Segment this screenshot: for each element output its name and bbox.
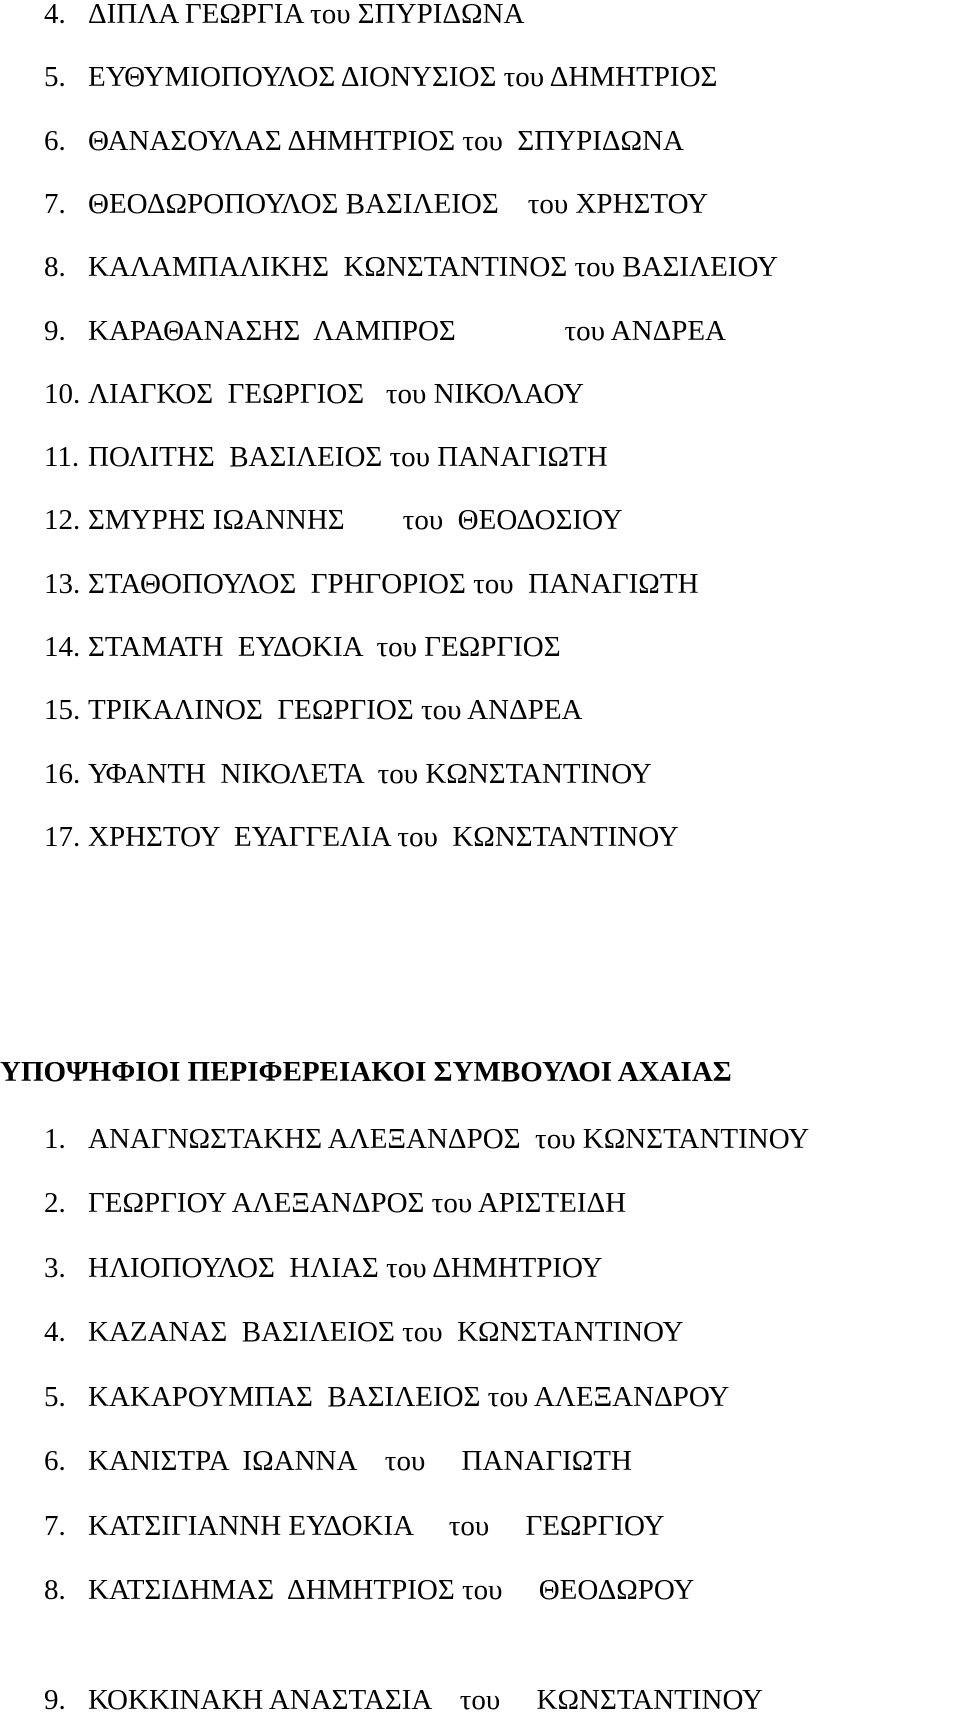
list-item-number: 3. xyxy=(44,1252,66,1284)
list-item-text: ΥΦΑΝΤΗ ΝΙΚΟΛΕΤΑ του ΚΩΝΣΤΑΝΤΙΝΟΥ xyxy=(88,758,652,790)
list-item xyxy=(44,1441,632,1481)
list-item xyxy=(44,247,778,287)
list-item xyxy=(44,1570,694,1610)
list-item-number: 1. xyxy=(44,1123,66,1155)
list-item-text: ΚΑΤΣΙΔΗΜΑΣ ΔΗΜΗΤΡΙΟΣ του ΘΕΟΔΩΡΟΥ xyxy=(88,1574,695,1606)
list-item-number: 11. xyxy=(44,441,80,473)
list-item-number: 7. xyxy=(44,1510,66,1542)
list-item-text: ΑΝΑΓΝΩΣΤΑΚΗΣ ΑΛΕΞΑΝΔΡΟΣ του ΚΩΝΣΤΑΝΤΙΝΟΥ xyxy=(88,1123,810,1155)
list-item-number: 9. xyxy=(44,315,66,347)
list-item-text: ΠΟΛΙΤΗΣ ΒΑΣΙΛΕΙΟΣ του ΠΑΝΑΓΙΩΤΗ xyxy=(88,441,608,473)
list-item-number: 8. xyxy=(44,251,66,283)
list-item-text: ΤΡΙΚΑΛΙΝΟΣ ΓΕΩΡΓΙΟΣ του ΑΝΔΡΕΑ xyxy=(88,694,583,726)
list-item xyxy=(44,0,524,34)
list-item-text: ΗΛΙΟΠΟΥΛΟΣ ΗΛΙΑΣ του ΔΗΜΗΤΡΙΟΥ xyxy=(88,1252,603,1284)
list-item xyxy=(44,1506,664,1546)
list-item xyxy=(44,1248,602,1288)
list-item-number: 7. xyxy=(44,188,66,220)
list-item-number: 5. xyxy=(44,61,66,93)
list-item-number: 6. xyxy=(44,1445,66,1477)
list-item-number: 9. xyxy=(44,1684,66,1716)
list-item xyxy=(44,500,623,540)
list-item xyxy=(44,1119,809,1159)
list-item-number: 10. xyxy=(44,378,81,410)
list-item-text: ΧΡΗΣΤΟΥ ΕΥΑΓΓΕΛΙΑ του ΚΩΝΣΤΑΝΤΙΝΟΥ xyxy=(88,821,679,853)
list-item-text: ΣΤΑΘΟΠΟΥΛΟΣ ΓΡΗΓΟΡΙΟΣ του ΠΑΝΑΓΙΩΤΗ xyxy=(88,568,699,600)
list-item xyxy=(44,1377,729,1417)
list-item-text: ΣΤΑΜΑΤΗ ΕΥΔΟΚΙΑ του ΓΕΩΡΓΙΟΣ xyxy=(88,631,561,663)
list-item-text: ΚΑΛΑΜΠΑΛΙΚΗΣ ΚΩΝΣΤΑΝΤΙΝΟΣ του ΒΑΣΙΛΕΙΟΥ xyxy=(88,251,778,283)
list-item xyxy=(44,690,582,730)
section-heading: ΥΠΟΨΗΦΙΟΙ ΠΕΡΙΦΕΡΕΙΑΚΟΙ ΣΥΜΒΟΥΛΟΙ ΑΧΑΙΑΣ xyxy=(0,1056,732,1088)
list-item-number: 8. xyxy=(44,1574,66,1606)
list-item-number: 15. xyxy=(44,694,81,726)
list-item-text: ΣΜΥΡΗΣ ΙΩΑΝΝΗΣ του ΘΕΟΔΟΣΙΟΥ xyxy=(88,504,623,536)
list-item-number: 4. xyxy=(44,0,66,30)
list-item-text: ΔΙΠΛΑ ΓΕΩΡΓΙΑ του ΣΠΥΡΙΔΩΝΑ xyxy=(88,0,525,30)
list-item xyxy=(44,121,684,161)
list-item-text: ΚΟΚΚΙΝΑΚΗ ΑΝΑΣΤΑΣΙΑ του ΚΩΝΣΤΑΝΤΙΝΟΥ xyxy=(88,1684,763,1716)
list-item xyxy=(44,1680,763,1720)
list-item-text: ΚΑΚΑΡΟΥΜΠΑΣ ΒΑΣΙΛΕΙΟΣ του ΑΛΕΞΑΝΔΡΟΥ xyxy=(88,1381,730,1413)
list-item-number: 6. xyxy=(44,125,66,157)
list-item xyxy=(44,311,726,351)
list-item-number: 2. xyxy=(44,1187,66,1219)
list-item-text: ΚΑΖΑΝΑΣ ΒΑΣΙΛΕΙΟΣ του ΚΩΝΣΤΑΝΤΙΝΟΥ xyxy=(88,1316,684,1348)
list-item-text: ΚΑΤΣΙΓΙΑΝΝΗ ΕΥΔΟΚΙΑ του ΓΕΩΡΓΙΟΥ xyxy=(88,1510,665,1542)
list-item xyxy=(44,754,652,794)
list-item-number: 12. xyxy=(44,504,81,536)
list-item-number: 17. xyxy=(44,821,81,853)
list-item-text: ΕΥΘΥΜΙΟΠΟΥΛΟΣ ΔΙΟΝΥΣΙΟΣ του ΔΗΜΗΤΡΙΟΣ xyxy=(88,61,718,93)
list-item-number: 16. xyxy=(44,758,81,790)
list-item-text: ΓΕΩΡΓΙΟΥ ΑΛΕΞΑΝΔΡΟΣ του ΑΡΙΣΤΕΙΔΗ xyxy=(88,1187,627,1219)
list-item xyxy=(44,627,561,667)
list-item-number: 4. xyxy=(44,1316,66,1348)
list-item xyxy=(44,564,699,604)
list-item xyxy=(44,184,708,224)
list-item xyxy=(44,374,584,414)
list-item-text: ΚΑΡΑΘΑΝΑΣΗΣ ΛΑΜΠΡΟΣ του ΑΝΔΡΕΑ xyxy=(88,315,726,347)
list-item-number: 5. xyxy=(44,1381,66,1413)
list-item-number: 13. xyxy=(44,568,81,600)
list-item xyxy=(44,817,679,857)
list-item-text: ΘΑΝΑΣΟΥΛΑΣ ΔΗΜΗΤΡΙΟΣ του ΣΠΥΡΙΔΩΝΑ xyxy=(88,125,684,157)
list-item xyxy=(44,1312,683,1352)
list-item-text: ΘΕΟΔΩΡΟΠΟΥΛΟΣ ΒΑΣΙΛΕΙΟΣ του ΧΡΗΣΤΟΥ xyxy=(88,188,709,220)
list-item-text: ΛΙΑΓΚΟΣ ΓΕΩΡΓΙΟΣ του ΝΙΚΟΛΑΟΥ xyxy=(88,378,584,410)
list-item xyxy=(44,57,717,97)
list-item-number: 14. xyxy=(44,631,81,663)
list-item xyxy=(44,437,608,477)
list-item-text: ΚΑΝΙΣΤΡΑ ΙΩΑΝΝΑ του ΠΑΝΑΓΙΩΤΗ xyxy=(88,1445,632,1477)
list-item xyxy=(44,1183,626,1223)
